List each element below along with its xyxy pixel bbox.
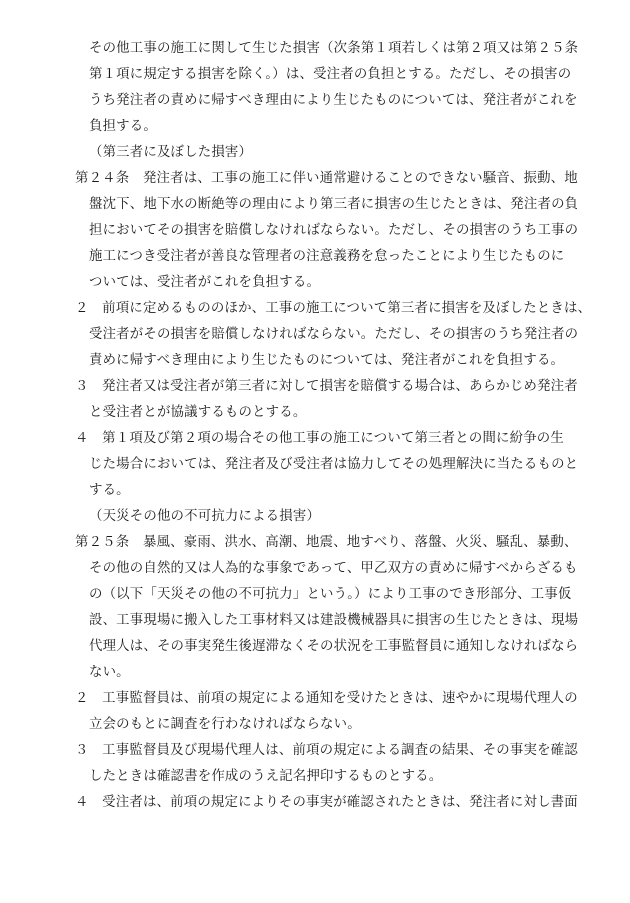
text-line: うち発注者の責めに帰すべき理由により生じたものについては、発注者がこれを [89, 93, 578, 108]
text-line: する。 [89, 483, 130, 498]
text-line: と受注者とが協議するものとする。 [89, 405, 307, 420]
text-line: 施工につき受注者が善良な管理者の注意義務を怠ったことにより生じたものに [89, 249, 565, 264]
text-line: 受注者がその損害を賠償しなければならない。ただし、その損害のうち発注者の [89, 327, 579, 342]
paragraph-line: ２ 工事監督員は、前項の規定による通知を受けたときは、速やかに現場代理人の [75, 691, 578, 706]
text-line: その他の自然的又は人為的な事象であって、甲乙双方の責めに帰すべからざるも [89, 561, 578, 576]
text-line: 負担する。 [89, 119, 157, 134]
text-line: 設、工事現場に搬入した工事材料又は建設機械器具に損害の生じたときは、現場 [89, 613, 579, 628]
text-line: 第１項に規定する損害を除く。）は、受注者の負担とする。ただし、その損害の [89, 67, 572, 82]
text-line: 担においてその損害を賠償しなければならない。ただし、その損害のうち工事の [89, 223, 579, 238]
text-line: ない。 [89, 665, 130, 680]
text-line: 代理人は、その事実発生後遅滞なくその状況を工事監督員に通知しなければなら [89, 639, 579, 654]
text-line: ついては、受注者がこれを負担する。 [89, 275, 321, 290]
section-heading: （天災その他の不可抗力による損害） [89, 509, 321, 524]
section-heading: （第三者に及ぼした損害） [89, 145, 253, 160]
paragraph-line: ３ 発注者又は受注者が第三者に対して損害を賠償する場合は、あらかじめ発注者 [75, 379, 578, 394]
paragraph-line: ２ 前項に定めるもののほか、工事の施工について第三者に損害を及ぼしたときは、 [75, 301, 592, 316]
article-heading-line: 第２５条 暴風、豪雨、洪水、高潮、地震、地すべり、落盤、火災、騒乱、暴動、 [75, 535, 578, 550]
text-line: の（以下「天災その他の不可抗力」という。）により工事のでき形部分、工事仮 [89, 587, 572, 602]
text-line: 盤沈下、地下水の断絶等の理由により第三者に損害の生じたときは、発注者の負 [89, 197, 579, 212]
paragraph-line: ３ 工事監督員及び現場代理人は、前項の規定による調査の結果、その事実を確認 [75, 743, 578, 758]
article-heading-line: 第２４条 発注者は、工事の施工に伴い通常避けることのできない騒音、振動、地 [75, 171, 578, 186]
text-line: じた場合においては、発注者及び受注者は協力してその処理解決に当たるものと [89, 457, 579, 472]
text-line: 責めに帰すべき理由により生じたものについては、発注者がこれを負担する。 [89, 353, 565, 368]
text-line: 立会のもとに調査を行わなければならない。 [89, 717, 361, 732]
paragraph-line: ４ 第１項及び第２項の場合その他工事の施工について第三者との間に紛争の生 [75, 431, 564, 446]
text-line: その他工事の施工に関して生じた損害（次条第１項若しくは第２項又は第２５条 [89, 41, 579, 56]
text-line: したときは確認書を作成のうえ記名押印するものとする。 [89, 769, 443, 784]
paragraph-line: ４ 受注者は、前項の規定によりその事実が確認されたときは、発注者に対し書面 [75, 795, 578, 810]
